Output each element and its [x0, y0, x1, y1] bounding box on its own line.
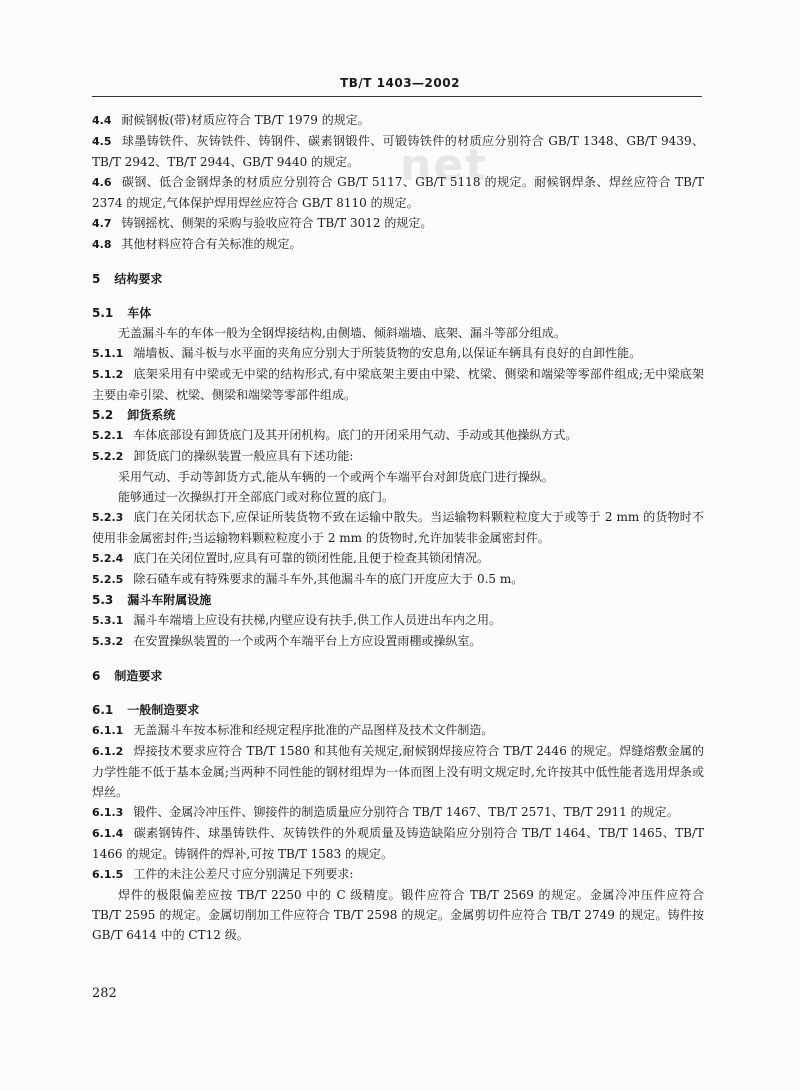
clause-number: 4.7 [92, 217, 112, 230]
clause-text: 底门在关闭状态下,应保证所装货物不致在运输中散失。当运输物料颗粒粒度大于或等于 2 mm 的货物时不使用非金属密封件;当运输物料颗粒粒度小于 2 mm 的货物时,允许加装非金属密封件。 [92, 510, 704, 545]
clause-paragraph [92, 720, 704, 741]
clause-number: 6.1.2 [92, 745, 124, 758]
clause-paragraph [92, 610, 704, 631]
clause-number: 5.2.4 [92, 552, 124, 565]
clause-text: 工件的未注公差尺寸应分别满足下列要求: [133, 867, 354, 881]
clause-text: 无盖漏斗车的车体一般为全钢焊接结构,由侧墙、倾斜端墙、底架、漏斗等部分组成。 [118, 326, 566, 340]
section-heading [92, 269, 704, 289]
clause-number: 5.2 [92, 408, 114, 422]
clause-text: 焊接技术要求应符合 TB/T 1580 和其他有关规定,耐候钢焊接应符合 TB/T 2446 的规定。焊缝熔敷金属的力学性能不低于基本金属;当两种不同性能的钢材组焊为一体而图上没有明文规定时,允许按其中低性能者选用焊条或焊丝。 [92, 744, 704, 799]
clause-paragraph [92, 131, 704, 172]
clause-text: 除石碴车或有特殊要求的漏斗车外,其他漏斗车的底门开度应大于 0.5 m。 [133, 572, 524, 586]
body-paragraph [92, 487, 704, 507]
clause-number: 4.6 [92, 176, 112, 189]
clause-number: 6.1.3 [92, 806, 124, 819]
clause-paragraph [92, 741, 704, 802]
clause-text: 底门在关闭位置时,应具有可靠的锁闭性能,且便于检查其锁闭情况。 [133, 551, 489, 565]
clause-number: 4.4 [92, 114, 112, 127]
body-paragraph [92, 885, 704, 945]
clause-text: 焊件的极限偏差应按 TB/T 2250 中的 C 级精度。锻件应符合 TB/T 2569 的规定。金属冷冲压件应符合 TB/T 2595 的规定。金属切削加工件应符合 TB/T 2598 的规定。金属剪切件应符合 TB/T 2749 的规定。铸件按 GB/T 6414 中的 CT12 级。 [92, 888, 704, 942]
clause-text: 卸货底门的操纵装置一般应具有下述功能: [133, 449, 354, 463]
header-rule [92, 96, 702, 97]
body-paragraph [92, 323, 704, 343]
clause-paragraph [92, 446, 704, 467]
subsection-heading [92, 700, 704, 720]
section-gap [92, 652, 704, 666]
clause-paragraph [92, 548, 704, 569]
clause-number: 5.2.2 [92, 450, 124, 463]
clause-number: 5 [92, 272, 101, 286]
clause-number: 6.1 [92, 703, 114, 717]
clause-text: 在安置操纵装置的一个或两个车端平台上方应设置雨棚或操纵室。 [133, 634, 482, 648]
clause-text: 端墙板、漏斗板与水平面的夹角应分别大于所装货物的安息角,以保证车辆具有良好的自卸性能。 [133, 346, 642, 360]
clause-text: 球墨铸铁件、灰铸铁件、铸钢件、碳素钢锻件、可锻铸铁件的材质应分别符合 GB/T 1348、GB/T 9439、TB/T 2942、TB/T 2944、GB/T 9440 的规定。 [92, 134, 704, 169]
clause-paragraph [92, 110, 704, 131]
clause-number: 5.1 [92, 306, 114, 320]
clause-text: 铸钢摇枕、侧架的采购与验收应符合 TB/T 3012 的规定。 [121, 216, 433, 230]
clause-text: 底架采用有中梁或无中梁的结构形式,有中梁底架主要由中梁、枕梁、侧梁和端梁等零部件组成;无中梁底架主要由牵引梁、枕梁、侧梁和端梁等零部件组成。 [92, 367, 704, 402]
clause-text: 无盖漏斗车按本标准和经规定程序批准的产品图样及技术文件制造。 [133, 723, 494, 737]
clause-paragraph [92, 172, 704, 213]
clause-number: 6.1.1 [92, 724, 124, 737]
clause-paragraph [92, 425, 704, 446]
clause-number: 5.3.2 [92, 635, 124, 648]
section-heading [92, 666, 704, 686]
document-body [92, 110, 704, 945]
subsection-heading [92, 303, 704, 323]
body-paragraph [92, 467, 704, 487]
clause-text: 采用气动、手动等卸货方式,能从车辆的一个或两个车端平台对卸货底门进行操纵。 [118, 470, 554, 484]
clause-number: 5.1.1 [92, 347, 124, 360]
clause-number: 5.2.3 [92, 511, 124, 524]
clause-text: 锻件、金属冷冲压件、铆接件的制造质量应分别符合 TB/T 1467、TB/T 2571、TB/T 2911 的规定。 [133, 805, 679, 819]
clause-text: 结构要求 [114, 272, 163, 286]
clause-text: 卸货系统 [127, 408, 176, 422]
clause-text: 碳钢、低合金钢焊条的材质应分别符合 GB/T 5117、GB/T 5118 的规定。耐候钢焊条、焊丝应符合 TB/T 2374 的规定,气体保护焊用焊丝应符合 GB/T 8110 的规定。 [92, 175, 704, 210]
clause-text: 耐候钢板(带)材质应符合 TB/T 1979 的规定。 [121, 113, 370, 127]
clause-number: 4.5 [92, 135, 112, 148]
clause-paragraph [92, 569, 704, 590]
clause-paragraph [92, 213, 704, 234]
clause-number: 4.8 [92, 238, 112, 251]
clause-number: 6.1.5 [92, 868, 124, 881]
subsection-heading [92, 405, 704, 425]
clause-number: 5.3.1 [92, 614, 124, 627]
clause-number: 6 [92, 669, 101, 683]
clause-text: 其他材料应符合有关标准的规定。 [121, 237, 302, 251]
clause-number: 6.1.4 [92, 827, 124, 840]
subsection-heading [92, 590, 704, 610]
clause-paragraph [92, 343, 704, 364]
section-gap [92, 255, 704, 269]
clause-paragraph [92, 864, 704, 885]
clause-text: 漏斗车附属设施 [127, 593, 212, 607]
page-number: 282 [92, 986, 117, 1001]
clause-paragraph [92, 802, 704, 823]
standard-code-header: TB/T 1403—2002 [340, 76, 460, 90]
clause-text: 制造要求 [114, 669, 163, 683]
clause-number: 5.2.1 [92, 429, 124, 442]
clause-paragraph [92, 364, 704, 405]
clause-text: 一般制造要求 [127, 703, 200, 717]
clause-number: 5.3 [92, 593, 114, 607]
section-gap [92, 686, 704, 700]
clause-text: 碳素钢铸件、球墨铸铁件、灰铸铁件的外观质量及铸造缺陷应分别符合 TB/T 1464、TB/T 1465、TB/T 1466 的规定。铸钢件的焊补,可按 TB/T 1583 的规定。 [92, 826, 704, 861]
clause-paragraph [92, 507, 704, 548]
clause-text: 车体底部设有卸货底门及其开闭机构。底门的开闭采用气动、手动或其他操纵方式。 [133, 428, 578, 442]
clause-paragraph [92, 234, 704, 255]
clause-paragraph [92, 631, 704, 652]
clause-text: 漏斗车端墙上应设有扶梯,内壁应设有扶手,供工作人员进出车内之用。 [133, 613, 501, 627]
clause-number: 5.1.2 [92, 368, 124, 381]
clause-number: 5.2.5 [92, 573, 124, 586]
clause-text: 能够通过一次操纵打开全部底门或对称位置的底门。 [118, 490, 395, 504]
clause-text: 车体 [127, 306, 152, 320]
clause-paragraph [92, 823, 704, 864]
section-gap [92, 289, 704, 303]
watermark: net [400, 140, 489, 191]
